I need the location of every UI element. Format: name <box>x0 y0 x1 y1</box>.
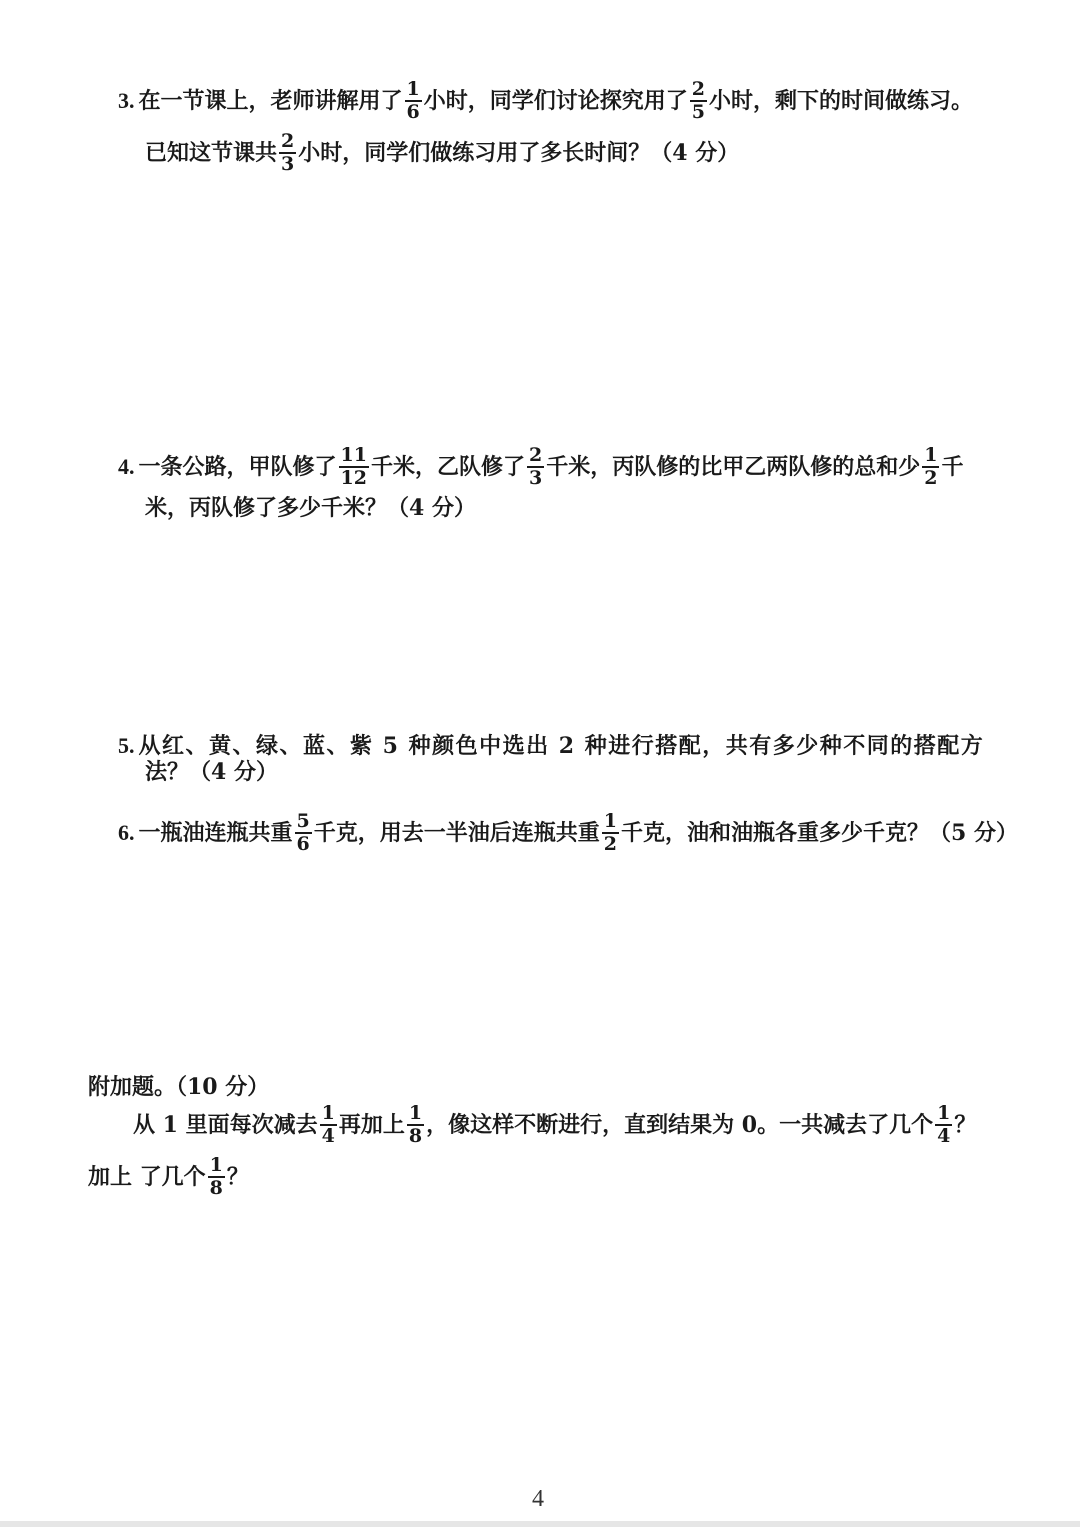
bonus-line1 <box>133 1104 976 1146</box>
fraction-1-8: $\frac{1}{8}$ <box>408 1102 423 1147</box>
q3-line2 <box>145 132 739 174</box>
q4-line1 <box>118 446 963 488</box>
page-number: 4 <box>532 1486 544 1512</box>
fraction-2-3: $\frac{2}{3}$ <box>281 130 295 175</box>
q6-text: 千克，油和油瓶各重多少千克？（5 分） <box>621 820 1018 846</box>
q3-line1 <box>118 80 973 122</box>
bonus-title <box>88 1076 269 1098</box>
q6-line1 <box>118 812 1018 854</box>
q5-number: 5. <box>118 733 135 758</box>
bonus-text: ，像这样不断进行，直到结果为 0。一共减去了几个 <box>426 1112 934 1138</box>
q3-text: 在一节课上，老师讲解用了 <box>138 88 403 114</box>
fraction-2-5: $\frac{2}{5}$ <box>691 78 705 123</box>
bonus-text: 从 1 里面每次减去 <box>133 1112 318 1138</box>
fraction-11-12: $\frac{11}{12}$ <box>340 444 367 489</box>
bonus-title-text: 附加题。（10 分） <box>88 1074 270 1100</box>
page-bottom-edge <box>0 1521 1080 1527</box>
q4-text: 一条公路，甲队修了 <box>138 454 337 480</box>
bonus-text: ？ <box>226 1164 249 1190</box>
bonus-line2 <box>88 1156 249 1198</box>
q4-text: 千米，乙队修了 <box>370 454 525 480</box>
q5-line2 <box>145 761 278 783</box>
q5-text: 从红、黄、绿、蓝、紫 5 种颜色中选出 2 种进行搭配，共有多少种不同的搭配方 <box>138 733 985 759</box>
q4-number: 4. <box>118 454 135 479</box>
bonus-text: 加上 了几个 <box>88 1164 206 1190</box>
q6-text: 千克，用去一半油后连瓶共重 <box>313 820 600 846</box>
q4-text: 千米，丙队修的比甲乙两队修的总和少 <box>546 454 921 480</box>
q3-text: 已知这节课共 <box>145 140 278 166</box>
bonus-text: 再加上 <box>338 1112 405 1138</box>
fraction-1-2: $\frac{1}{2}$ <box>603 810 617 855</box>
q4-text: 千 <box>941 454 964 480</box>
q3-text: 小时，剩下的时间做练习。 <box>709 88 974 114</box>
fraction-1-4: $\frac{1}{4}$ <box>937 1102 951 1147</box>
bonus-text: ？ <box>954 1112 977 1138</box>
fraction-1-4: $\frac{1}{4}$ <box>321 1102 335 1147</box>
q3-text: 小时，同学们做练习用了多长时间？（4 分） <box>298 140 740 166</box>
fraction-1-8: $\frac{1}{8}$ <box>209 1154 223 1199</box>
fraction-5-6: $\frac{5}{6}$ <box>296 810 310 855</box>
q3-number: 3. <box>118 88 135 113</box>
fraction-1-2: $\frac{1}{2}$ <box>924 444 938 489</box>
fraction-2-3: $\frac{2}{3}$ <box>528 444 543 489</box>
q4-text: 米，丙队修了多少千米？（4 分） <box>145 495 476 521</box>
q4-line2 <box>145 497 476 519</box>
q5-line1 <box>118 735 984 757</box>
q5-text: 法？（4 分） <box>145 759 278 785</box>
fraction-1-6: $\frac{1}{6}$ <box>406 78 420 123</box>
q3-text: 小时，同学们讨论探究用了 <box>423 88 688 114</box>
q6-number: 6. <box>118 820 135 845</box>
q6-text: 一瓶油连瓶共重 <box>138 820 293 846</box>
